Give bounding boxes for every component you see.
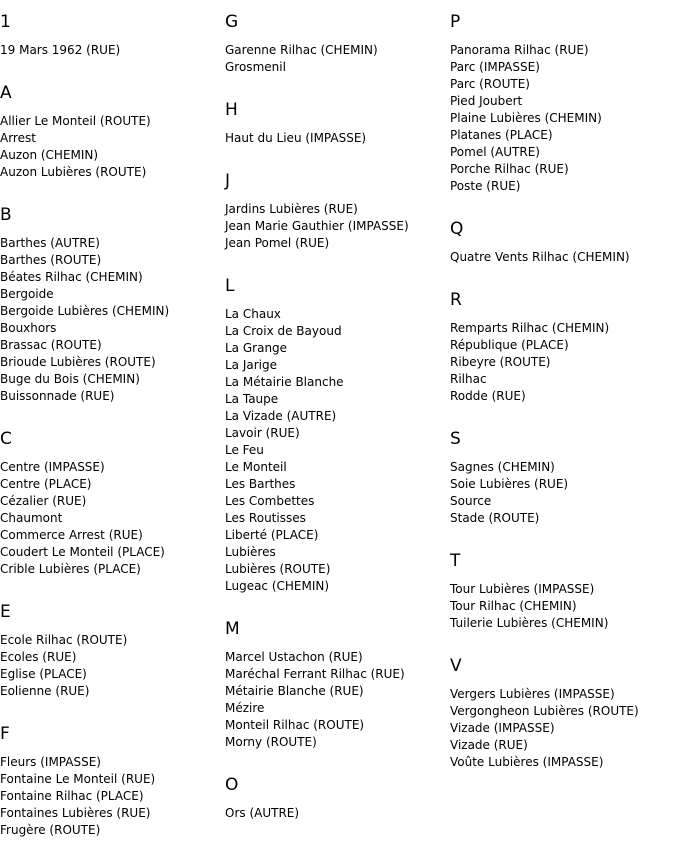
section-letter-heading: L xyxy=(225,276,235,296)
street-list xyxy=(0,42,220,59)
street-column-3 xyxy=(450,0,672,783)
street-entry: Cézalier (RUE) xyxy=(0,494,87,508)
street-entry: Stade (ROUTE) xyxy=(450,511,540,525)
section-letter-heading: C xyxy=(0,429,12,449)
street-entry: La Métairie Blanche xyxy=(225,375,344,389)
street-entry: Morny (ROUTE) xyxy=(225,735,317,749)
street-entry: Maréchal Ferrant Rilhac (RUE) xyxy=(225,667,405,681)
section-spacer xyxy=(0,181,220,193)
section-spacer xyxy=(225,76,447,88)
street-entry: Jardins Lubières (RUE) xyxy=(225,202,358,216)
street-entry: Bergoide xyxy=(0,287,54,301)
street-entry: Commerce Arrest (RUE) xyxy=(0,528,143,542)
street-entry: Tour Rilhac (CHEMIN) xyxy=(450,599,577,613)
street-list xyxy=(0,754,220,839)
street-entry: Tour Lubières (IMPASSE) xyxy=(450,582,595,596)
street-entry: Arrest xyxy=(0,131,36,145)
section-letter-heading: F xyxy=(0,724,10,744)
street-list xyxy=(450,686,672,771)
street-entry: Grosmenil xyxy=(225,60,286,74)
letter-section xyxy=(0,83,220,193)
street-entry: Marcel Ustachon (RUE) xyxy=(225,650,363,664)
street-entry: Garenne Rilhac (CHEMIN) xyxy=(225,43,378,57)
section-spacer xyxy=(0,405,220,417)
section-letter-heading: J xyxy=(225,171,231,191)
street-entry: La Croix de Bayoud xyxy=(225,324,342,338)
letter-section xyxy=(450,12,672,207)
street-entry: La Jarige xyxy=(225,358,278,372)
letter-section xyxy=(450,219,672,278)
street-entry: Chaumont xyxy=(0,511,63,525)
street-entry: Pomel (AUTRE) xyxy=(450,145,540,159)
letter-section xyxy=(0,724,220,851)
street-entry: Barthes (ROUTE) xyxy=(0,253,102,267)
section-spacer xyxy=(450,405,672,417)
letter-section xyxy=(450,290,672,417)
street-entry: Eglise (PLACE) xyxy=(0,667,87,681)
street-entry: Parc (ROUTE) xyxy=(450,77,530,91)
street-entry: Buissonnade (RUE) xyxy=(0,389,115,403)
street-entry: Fontaine Rilhac (PLACE) xyxy=(0,789,144,803)
street-entry: Métairie Blanche (RUE) xyxy=(225,684,364,698)
letter-section xyxy=(0,12,220,71)
street-entry: Rilhac xyxy=(450,372,487,386)
street-entry: Bouxhors xyxy=(0,321,57,335)
street-entry: Eolienne (RUE) xyxy=(0,684,90,698)
section-spacer xyxy=(0,59,220,71)
street-entry: Poste (RUE) xyxy=(450,179,521,193)
letter-section xyxy=(0,429,220,590)
street-entry: Fontaine Le Monteil (RUE) xyxy=(0,772,156,786)
street-entry: Lubières xyxy=(225,545,276,559)
street-list xyxy=(225,306,447,595)
section-spacer xyxy=(0,578,220,590)
street-entry: 19 Mars 1962 (RUE) xyxy=(0,43,121,57)
section-spacer xyxy=(225,751,447,763)
street-entry: Les Routisses xyxy=(225,511,306,525)
street-entry: Ribeyre (ROUTE) xyxy=(450,355,551,369)
section-letter-heading: B xyxy=(0,205,12,225)
section-letter-heading: A xyxy=(0,83,12,103)
street-entry: Jean Marie Gauthier (IMPASSE) xyxy=(225,219,409,233)
street-entry: Auzon Lubières (ROUTE) xyxy=(0,165,147,179)
street-list xyxy=(450,320,672,405)
letter-section xyxy=(450,429,672,539)
section-letter-heading: E xyxy=(0,602,11,622)
street-entry: Tuilerie Lubières (CHEMIN) xyxy=(450,616,609,630)
street-entry: La Chaux xyxy=(225,307,281,321)
section-spacer xyxy=(225,595,447,607)
section-letter-heading: Q xyxy=(450,219,464,239)
section-spacer xyxy=(450,527,672,539)
street-entry: Fleurs (IMPASSE) xyxy=(0,755,101,769)
street-entry: Allier Le Monteil (ROUTE) xyxy=(0,114,151,128)
street-entry: Mézire xyxy=(225,701,265,715)
street-entry: Auzon (CHEMIN) xyxy=(0,148,99,162)
street-list xyxy=(225,130,447,147)
street-entry: Crible Lubières (PLACE) xyxy=(0,562,141,576)
street-list xyxy=(450,581,672,632)
street-entry: Lubières (ROUTE) xyxy=(225,562,331,576)
section-letter-heading: T xyxy=(450,551,461,571)
street-entry: Vergers Lubières (IMPASSE) xyxy=(450,687,615,701)
street-entry: Platanes (PLACE) xyxy=(450,128,553,142)
street-entry: Le Feu xyxy=(225,443,264,457)
street-entry: Ecole Rilhac (ROUTE) xyxy=(0,633,128,647)
section-letter-heading: R xyxy=(450,290,462,310)
street-entry: Soie Lubières (RUE) xyxy=(450,477,569,491)
letter-section xyxy=(0,602,220,712)
street-entry: Buge du Bois (CHEMIN) xyxy=(0,372,140,386)
street-entry: Barthes (AUTRE) xyxy=(0,236,100,250)
street-entry: Haut du Lieu (IMPASSE) xyxy=(225,131,367,145)
street-entry: Brioude Lubières (ROUTE) xyxy=(0,355,156,369)
letter-section xyxy=(450,551,672,644)
section-spacer xyxy=(225,147,447,159)
street-list xyxy=(450,42,672,195)
street-entry: Porche Rilhac (RUE) xyxy=(450,162,569,176)
street-entry: La Taupe xyxy=(225,392,279,406)
street-entry: République (PLACE) xyxy=(450,338,569,352)
section-spacer xyxy=(225,822,447,834)
section-letter-heading: G xyxy=(225,12,239,32)
street-entry: Jean Pomel (RUE) xyxy=(225,236,330,250)
street-entry: Parc (IMPASSE) xyxy=(450,60,540,74)
section-spacer xyxy=(0,700,220,712)
street-list xyxy=(0,235,220,405)
street-entry: Rodde (RUE) xyxy=(450,389,526,403)
street-entry: Ecoles (RUE) xyxy=(0,650,77,664)
street-list xyxy=(0,632,220,700)
street-entry: Source xyxy=(450,494,492,508)
street-entry: Vizade (IMPASSE) xyxy=(450,721,555,735)
section-spacer xyxy=(0,839,220,851)
section-letter-heading: S xyxy=(450,429,461,449)
street-entry: Coudert Le Monteil (PLACE) xyxy=(0,545,165,559)
street-list xyxy=(0,113,220,181)
street-entry: Centre (PLACE) xyxy=(0,477,92,491)
street-entry: Bergoide Lubières (CHEMIN) xyxy=(0,304,170,318)
street-list xyxy=(225,649,447,751)
street-entry: Centre (IMPASSE) xyxy=(0,460,105,474)
section-spacer xyxy=(450,266,672,278)
street-column-1 xyxy=(0,0,220,851)
street-entry: Vizade (RUE) xyxy=(450,738,528,752)
section-spacer xyxy=(450,632,672,644)
street-entry: Brassac (ROUTE) xyxy=(0,338,102,352)
street-entry: Ors (AUTRE) xyxy=(225,806,300,820)
street-entry: La Vizade (AUTRE) xyxy=(225,409,337,423)
street-list xyxy=(450,249,672,266)
letter-section xyxy=(225,775,447,834)
street-entry: Sagnes (CHEMIN) xyxy=(450,460,555,474)
street-column-2 xyxy=(225,0,447,834)
section-spacer xyxy=(450,195,672,207)
section-spacer xyxy=(450,771,672,783)
letter-section xyxy=(225,619,447,763)
street-list xyxy=(225,805,447,822)
street-entry: Monteil Rilhac (ROUTE) xyxy=(225,718,365,732)
letter-section xyxy=(450,656,672,783)
street-list xyxy=(225,201,447,252)
street-entry: Plaine Lubières (CHEMIN) xyxy=(450,111,602,125)
section-letter-heading: H xyxy=(225,100,238,120)
street-list xyxy=(225,42,447,76)
street-entry: Lugeac (CHEMIN) xyxy=(225,579,330,593)
section-letter-heading: O xyxy=(225,775,239,795)
street-entry: Lavoir (RUE) xyxy=(225,426,300,440)
street-entry: Béates Rilhac (CHEMIN) xyxy=(0,270,143,284)
letter-section xyxy=(0,205,220,417)
letter-section xyxy=(225,12,447,88)
section-letter-heading: V xyxy=(450,656,462,676)
street-entry: Pied Joubert xyxy=(450,94,523,108)
street-entry: Les Barthes xyxy=(225,477,296,491)
street-list xyxy=(0,459,220,578)
street-entry: Panorama Rilhac (RUE) xyxy=(450,43,589,57)
section-letter-heading: P xyxy=(450,12,461,32)
street-entry: Liberté (PLACE) xyxy=(225,528,319,542)
street-entry: Voûte Lubières (IMPASSE) xyxy=(450,755,604,769)
street-entry: La Grange xyxy=(225,341,288,355)
street-entry: Le Monteil xyxy=(225,460,287,474)
street-entry: Vergongheon Lubières (ROUTE) xyxy=(450,704,639,718)
street-entry: Fontaines Lubières (RUE) xyxy=(0,806,151,820)
letter-section xyxy=(225,276,447,607)
section-spacer xyxy=(225,252,447,264)
letter-section xyxy=(225,100,447,159)
street-entry: Les Combettes xyxy=(225,494,315,508)
street-entry: Frugère (ROUTE) xyxy=(0,823,101,837)
street-entry: Remparts Rilhac (CHEMIN) xyxy=(450,321,610,335)
letter-section xyxy=(225,171,447,264)
section-letter-heading: M xyxy=(225,619,240,639)
street-entry: Quatre Vents Rilhac (CHEMIN) xyxy=(450,250,630,264)
street-list xyxy=(450,459,672,527)
section-letter-heading: 1 xyxy=(0,12,11,32)
